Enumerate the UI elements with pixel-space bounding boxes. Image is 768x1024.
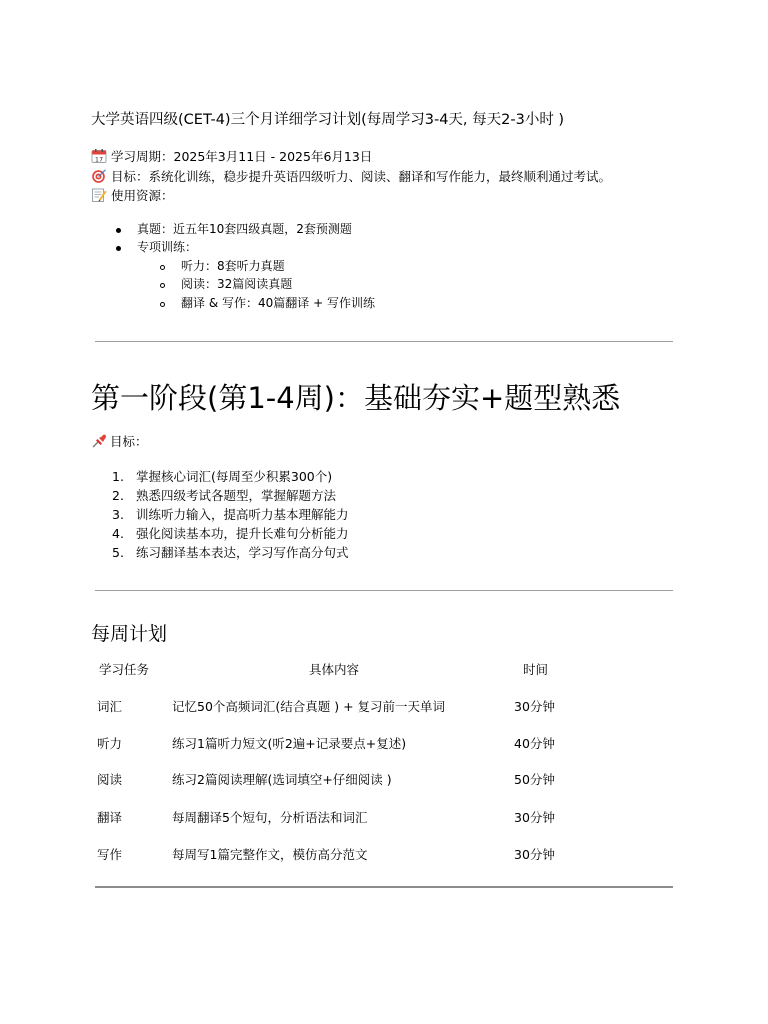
list-number: 3.	[112, 507, 124, 522]
divider	[95, 886, 673, 888]
bullet-marker	[116, 246, 121, 251]
sub-bullet-marker	[160, 265, 165, 270]
divider	[95, 341, 673, 342]
sub-list-item: 阅读：32篇阅读真题	[181, 277, 293, 291]
time-cell: 30分钟	[514, 699, 555, 714]
document-title: 大学英语四级(CET-4)三个月详细学习计划(每周学习3-4天, 每天2-3小时 )	[91, 112, 565, 128]
goal-text: 目标：系统化训练，稳步提升英语四级听力、阅读、翻译和写作能力，最终顺利通过考试。	[111, 169, 612, 184]
list-item: 熟悉四级考试各题型，掌握解题方法	[136, 488, 337, 503]
phase-goal-label	[91, 433, 148, 451]
study-period-text: 学习周期：2025年3月11日 - 2025年6月13日	[111, 149, 373, 164]
list-item: 掌握核心词汇(每周至少积累300个)	[136, 469, 333, 484]
task-cell: 写作	[97, 847, 123, 862]
time-cell: 30分钟	[514, 810, 555, 825]
content-cell: 每周翻译5个短句，分析语法和词汇	[172, 810, 368, 825]
bullet-marker	[116, 228, 121, 233]
goal-line	[91, 168, 611, 186]
task-cell: 词汇	[97, 699, 123, 714]
sub-list-item: 翻译 & 写作：40篇翻译 + 写作训练	[181, 296, 375, 310]
task-cell: 阅读	[97, 772, 123, 787]
time-cell: 40分钟	[514, 736, 555, 751]
task-cell: 听力	[97, 736, 123, 751]
content-cell: 每周写1篇完整作文，模仿高分范文	[172, 847, 368, 862]
list-item: 真题：近五年10套四级真题，2套预测题	[137, 222, 352, 236]
list-item: 专项训练：	[137, 240, 198, 254]
column-header-time: 时间	[523, 662, 549, 677]
memo-icon	[91, 188, 107, 202]
column-header-content: 具体内容	[309, 662, 360, 677]
list-number: 1.	[112, 469, 124, 484]
sub-bullet-marker	[160, 302, 165, 307]
study-period-line	[91, 148, 372, 166]
list-number: 4.	[112, 526, 124, 541]
divider	[95, 590, 673, 591]
content-cell: 练习1篇听力短文(听2遍+记录要点+复述)	[172, 736, 407, 751]
resources-line	[91, 187, 174, 205]
svg-text:17: 17	[94, 155, 104, 163]
content-cell: 记忆50个高频词汇(结合真题 ) + 复习前一天单词	[172, 699, 446, 714]
list-item: 强化阅读基本功，提升长难句分析能力	[136, 526, 349, 541]
weekly-plan-heading: 每周计划	[91, 623, 168, 645]
sub-list-item: 听力：8套听力真题	[181, 259, 285, 273]
task-cell: 翻译	[97, 810, 123, 825]
target-icon	[91, 169, 107, 183]
list-item: 训练听力输入，提高听力基本理解能力	[136, 507, 349, 522]
pushpin-icon	[91, 434, 107, 448]
content-cell: 练习2篇阅读理解(选词填空+仔细阅读 )	[172, 772, 392, 787]
column-header-task: 学习任务	[99, 662, 150, 677]
list-number: 5.	[112, 545, 124, 560]
list-number: 2.	[112, 488, 124, 503]
sub-bullet-marker	[160, 283, 165, 288]
phase-goal-text: 目标：	[110, 434, 148, 449]
calendar-icon	[91, 149, 107, 163]
time-cell: 30分钟	[514, 847, 555, 862]
time-cell: 50分钟	[514, 772, 555, 787]
phase-heading: 第一阶段(第1-4周)：基础夯实+题型熟悉	[91, 381, 621, 415]
list-item: 练习翻译基本表达，学习写作高分句式	[136, 545, 349, 560]
resources-label: 使用资源：	[111, 188, 174, 203]
